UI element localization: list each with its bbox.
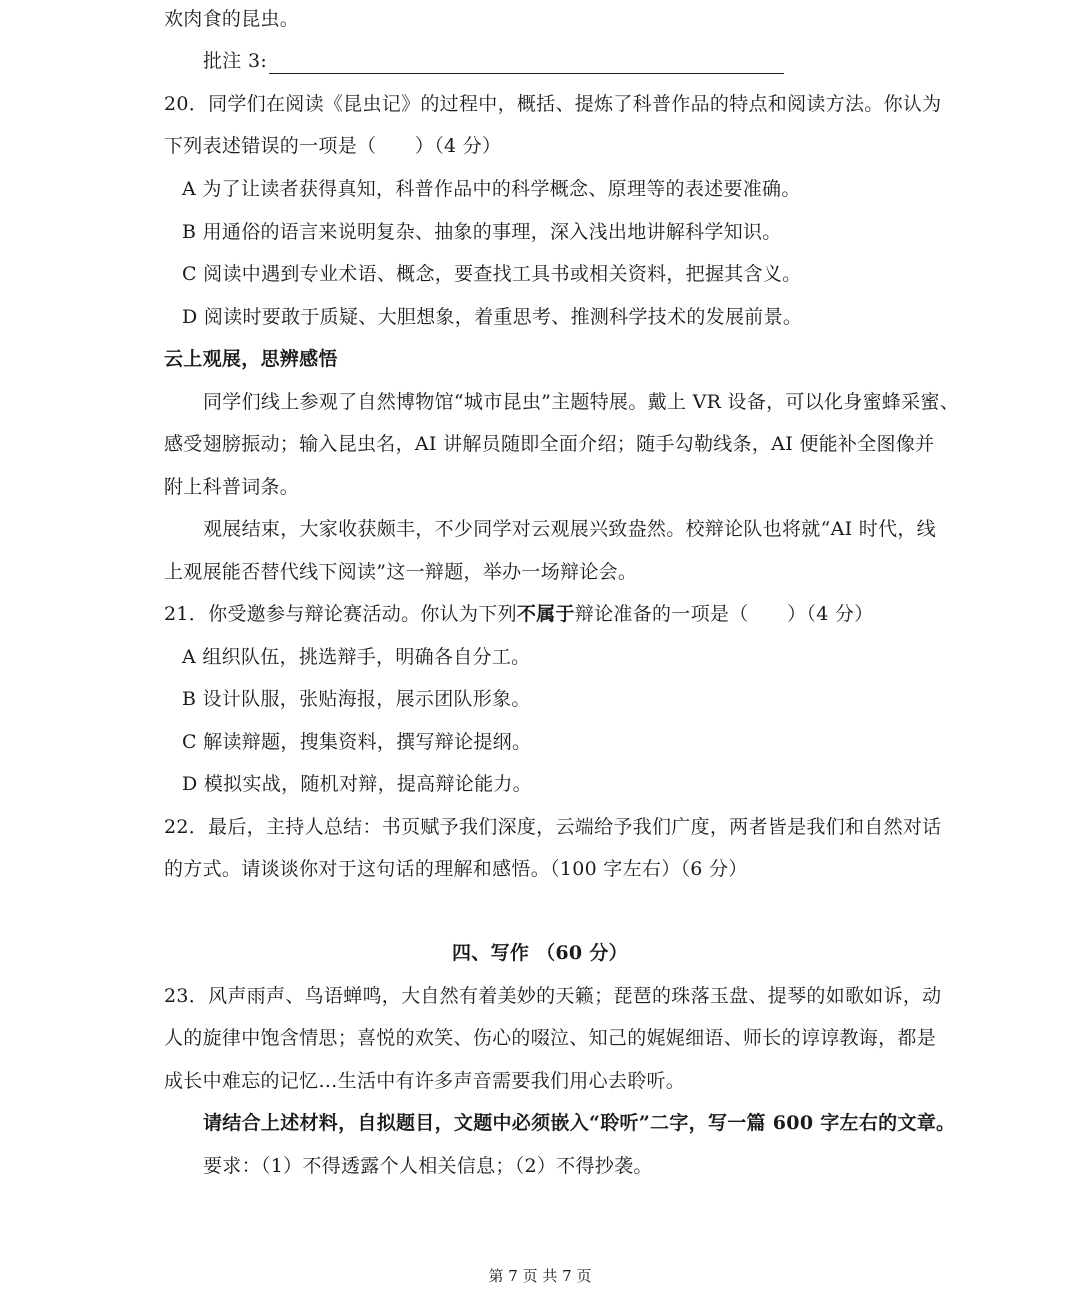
q20-option-a: A 为了让读者获得真知，科普作品中的科学概念、原理等的表述要准确。	[182, 178, 801, 200]
q22-stem-line2: 的方式。请谈谈你对于这句话的理解和感悟。（100 字左右）（6 分）	[164, 858, 748, 880]
q21-option-d: D 模拟实战，随机对辩，提高辩论能力。	[182, 773, 532, 795]
q21-option-c: C 解读辩题，搜集资料，撰写辩论提纲。	[182, 731, 532, 753]
q21-stem-prefix: 21．你受邀参与辩论赛活动。你认为下列	[164, 603, 517, 625]
annotation-3	[203, 48, 784, 74]
q23-prompt-line2: 人的旋律中饱含情思；喜悦的欢笑、伤心的啜泣、知己的娓娓细语、师长的谆谆教诲，都是	[164, 1027, 937, 1049]
annotation-label: 批注 3:	[203, 50, 268, 72]
section-heading: 云上观展，思辨感悟	[164, 348, 338, 370]
passage-p1-line2: 感受翅膀振动；输入昆虫名，AI 讲解员随即全面介绍；随手勾勒线条，AI 便能补全图像并	[164, 433, 935, 455]
continued-text-line: 欢肉食的昆虫。	[164, 8, 300, 30]
q23-prompt-line3: 成长中难忘的记忆…生活中有许多声音需要我们用心去聆听。	[164, 1070, 686, 1092]
q20-option-c: C 阅读中遇到专业术语、概念，要查找工具书或相关资料，把握其含义。	[182, 263, 802, 285]
q21-stem	[164, 601, 874, 627]
page-number-footer: 第 7 页 共 7 页	[488, 1267, 592, 1285]
q20-stem-line2: 下列表述错误的一项是（ ）（4 分）	[164, 135, 502, 157]
q22-stem-line1: 22．最后，主持人总结：书页赋予我们深度，云端给予我们广度，两者皆是我们和自然对话	[164, 816, 942, 838]
q23-instruction: 请结合上述材料，自拟题目，文题中必须嵌入“聆听”二字，写一篇 600 字左右的文章。	[203, 1112, 956, 1134]
q20-stem-line1: 20．同学们在阅读《昆虫记》的过程中，概括、提炼了科普作品的特点和阅读方法。你认为	[164, 93, 942, 115]
q21-option-a: A 组织队伍，挑选辩手，明确各自分工。	[182, 646, 531, 668]
q21-option-b: B 设计队服，张贴海报，展示团队形象。	[182, 688, 531, 710]
q20-option-d: D 阅读时要敢于质疑、大胆想象，着重思考、推测科学技术的发展前景。	[182, 306, 803, 328]
passage-p1-line3: 附上科普词条。	[164, 476, 300, 498]
q23-requirements: 要求：（1）不得透露个人相关信息；（2）不得抄袭。	[203, 1155, 653, 1177]
writing-section-heading: 四、写作 （60 分）	[452, 942, 628, 964]
q21-stem-emphasis: 不属于	[516, 603, 575, 625]
q23-prompt-line1: 23．风声雨声、鸟语蝉鸣，大自然有着美妙的天籁；琵琶的珠落玉盘、提琴的如歌如诉，动	[164, 985, 942, 1007]
passage-p2-line2: 上观展能否替代线下阅读”这一辩题，举办一场辩论会。	[164, 561, 638, 583]
passage-p1-line1: 同学们线上参观了自然博物馆“城市昆虫”主题特展。戴上 VR 设备，可以化身蜜蜂采蜜、	[203, 391, 960, 413]
q20-option-b: B 用通俗的语言来说明复杂、抽象的事理，深入浅出地讲解科学知识。	[182, 221, 782, 243]
passage-p2-line1: 观展结束，大家收获颇丰，不少同学对云观展兴致盎然。校辩论队也将就“AI 时代，线	[203, 518, 936, 540]
annotation-answer-blank	[269, 55, 784, 74]
q21-stem-suffix: 辩论准备的一项是（ ）（4 分）	[574, 603, 874, 625]
